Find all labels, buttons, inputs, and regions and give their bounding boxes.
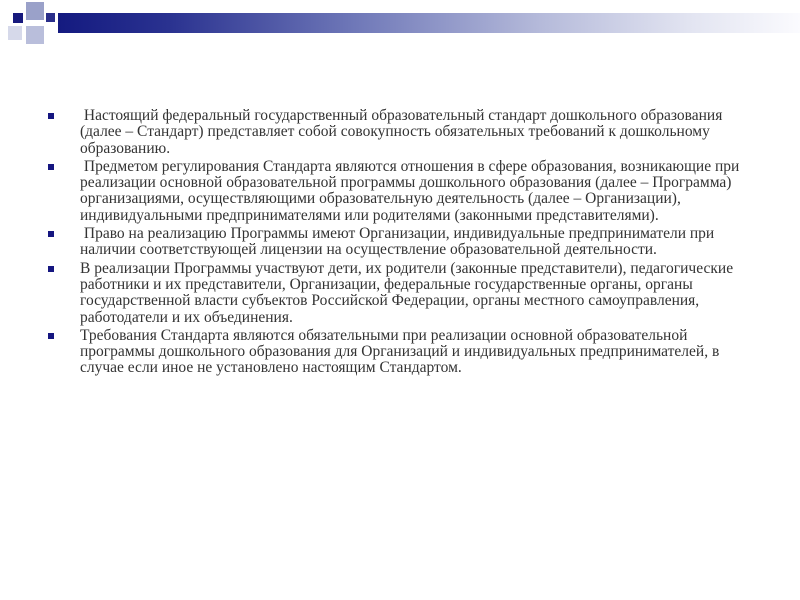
bullet-square-icon [48, 164, 54, 170]
bullet-square-icon [48, 266, 54, 272]
bullet-text: Предметом регулирования Стандарта являются отношения в сфере образования, возникающие при реализации основной образовательной программы дошкольного образования (далее – Программа) организациями, осуществляющими образовательную деятельность (далее – Организации), индивидуальными предпринимателями или родителями (законными представителями). [80, 157, 744, 224]
bullet-text: Настоящий федеральный государственный образовательный стандарт дошкольного образования (далее – Стандарт) представляет собой совокупность обязательных требований к дошкольному образованию. [80, 107, 727, 157]
decor-square-icon [26, 2, 44, 20]
bullet-text: Требования Стандарта являются обязательными при реализации основной образовательной программы дошкольного образования для Организаций и индивидуальных предпринимателей, в случае если иное не установлено настоящим Стандартом. [80, 326, 724, 377]
list-item [40, 108, 750, 157]
list-item [40, 159, 750, 224]
list-item [40, 261, 750, 326]
decor-square-icon [13, 13, 23, 23]
decor-square-icon [26, 26, 44, 44]
bullet-text: В реализации Программы участвуют дети, их родители (законные представители), педагогические работники и их представители, Организации, федеральные государственные органы, органы государственной власти субъектов Российской Федерации, органы местного самоуправления, работодатели и их объединения. [80, 259, 737, 326]
bullet-list [40, 108, 750, 379]
bullet-text: Право на реализацию Программы имеют Организации, индивидуальные предприниматели при наличии соответствующей лицензии на осуществление образовательной деятельности. [80, 225, 719, 259]
bullet-square-icon [48, 231, 54, 237]
list-item [40, 226, 750, 259]
list-item [40, 328, 750, 377]
bullet-square-icon [48, 113, 54, 119]
bullet-square-icon [48, 333, 54, 339]
decor-square-icon [46, 13, 55, 22]
gradient-band [58, 13, 800, 33]
decor-square-icon [8, 26, 22, 40]
header-decoration [0, 0, 800, 48]
